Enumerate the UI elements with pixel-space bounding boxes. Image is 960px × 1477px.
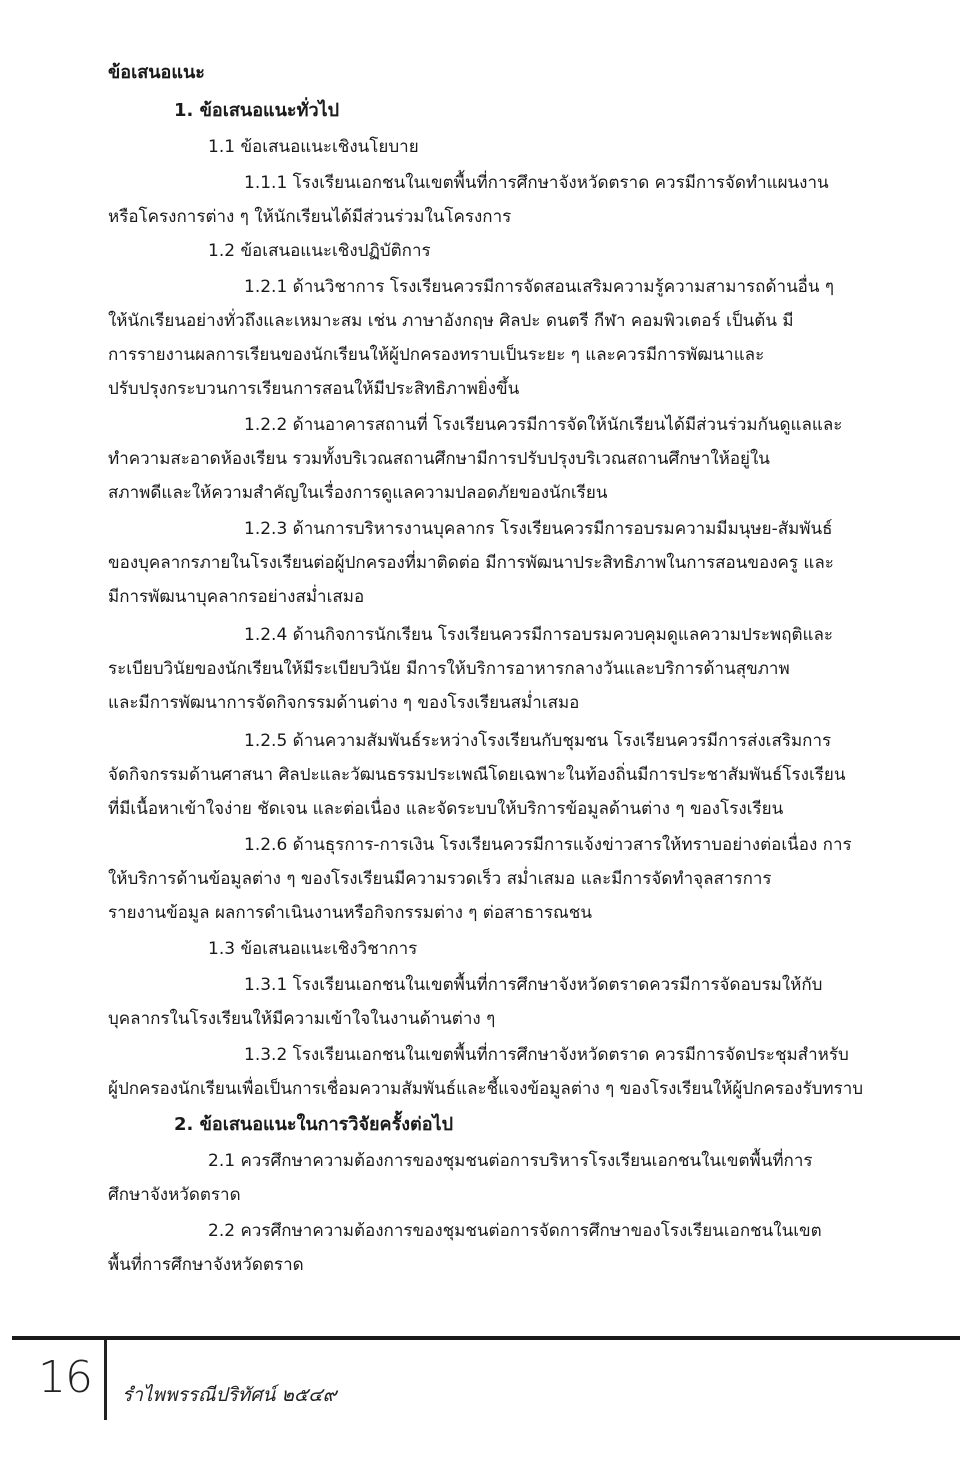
paragraph-1-1-1-line-2: หรือโครงการต่าง ๆ ให้นักเรียนได้มีส่วนร่วมในโครงการ [108, 207, 512, 227]
subsection-1-3-title: 1.3 ข้อเสนอแนะเชิงวิชาการ [208, 939, 418, 959]
paragraph-1-1-1-line-1: 1.1.1 โรงเรียนเอกชนในเขตพื้นที่การศึกษาจังหวัดตราด ควรมีการจัดทำแผนงาน [244, 173, 829, 193]
paragraph-1-3-2-line-2: ผู้ปกครองนักเรียนเพื่อเป็นการเชื่อมความสัมพันธ์และชี้แจงข้อมูลต่าง ๆ ของโรงเรียนให้ผู้ปกครองรับทราบ [108, 1079, 864, 1099]
paragraph-1-2-3-line-3: มีการพัฒนาบุคลากรอย่างสม่ำเสมอ [108, 587, 365, 607]
paragraph-1-3-2-line-1: 1.3.2 โรงเรียนเอกชนในเขตพื้นที่การศึกษาจังหวัดตราด ควรมีการจัดประชุมสำหรับ [244, 1045, 849, 1065]
paragraph-1-2-4-line-2: ระเบียบวินัยของนักเรียนให้มีระเบียบวินัย มีการให้บริการอาหารกลางวันและบริการด้านสุขภาพ [108, 659, 790, 679]
paragraph-1-2-2-line-1: 1.2.2 ด้านอาคารสถานที่ โรงเรียนควรมีการจัดให้นักเรียนได้มีส่วนร่วมกันดูแลและ [244, 415, 843, 435]
paragraph-1-2-1-line-1: 1.2.1 ด้านวิชาการ โรงเรียนควรมีการจัดสอนเสริมความรู้ความสามารถด้านอื่น ๆ [244, 277, 835, 297]
page-number: 16 [38, 1352, 92, 1403]
paragraph-1-3-1-line-2: บุคลากรในโรงเรียนให้มีความเข้าใจในงานด้านต่าง ๆ [108, 1009, 496, 1029]
paragraph-2-1-line-1: 2.1 ควรศึกษาความต้องการของชุมชนต่อการบริหารโรงเรียนเอกชนในเขตพื้นที่การ [208, 1151, 813, 1171]
paragraph-2-2-line-2: พื้นที่การศึกษาจังหวัดตราด [108, 1255, 304, 1275]
paragraph-1-2-6-line-3: รายงานข้อมูล ผลการดำเนินงานหรือกิจกรรมต่าง ๆ ต่อสาธารณชน [108, 903, 592, 923]
paragraph-1-2-4-line-1: 1.2.4 ด้านกิจการนักเรียน โรงเรียนควรมีการอบรมควบคุมดูแลความประพฤติและ [244, 625, 834, 645]
journal-title: รำไพพรรณีปริทัศน์ ๒๕๔๙ [122, 1384, 337, 1406]
paragraph-1-2-5-line-3: ที่มีเนื้อหาเข้าใจง่าย ชัดเจน และต่อเนื่อง และจัดระบบให้บริการข้อมูลด้านต่าง ๆ ของโรงเรียน [108, 799, 784, 819]
paragraph-1-2-6-line-2: ให้บริการด้านข้อมูลต่าง ๆ ของโรงเรียนมีความรวดเร็ว สม่ำเสมอ และมีการจัดทำจุลสารการ [108, 869, 772, 889]
subsection-2-title: 2. ข้อเสนอแนะในการวิจัยครั้งต่อไป [174, 1114, 454, 1135]
subsection-1-1-title: 1.1 ข้อเสนอแนะเชิงนโยบาย [208, 137, 419, 157]
subsection-1-2-title: 1.2 ข้อเสนอแนะเชิงปฏิบัติการ [208, 241, 431, 261]
subsection-1-title: 1. ข้อเสนอแนะทั่วไป [174, 100, 340, 121]
paragraph-1-2-2-line-2: ทำความสะอาดห้องเรียน รวมทั้งบริเวณสถานศึกษามีการปรับปรุงบริเวณสถานศึกษาให้อยู่ใน [108, 449, 770, 469]
section-heading: ข้อเสนอแนะ [108, 62, 205, 83]
paragraph-1-2-6-line-1: 1.2.6 ด้านธุรการ-การเงิน โรงเรียนควรมีการแจ้งข่าวสารให้ทราบอย่างต่อเนื่อง การ [244, 835, 852, 855]
paragraph-1-2-3-line-1: 1.2.3 ด้านการบริหารงานบุคลากร โรงเรียนควรมีการอบรมความมีมนุษย-สัมพันธ์ [244, 519, 833, 539]
paragraph-1-2-1-line-4: ปรับปรุงกระบวนการเรียนการสอนให้มีประสิทธิภาพยิ่งขึ้น [108, 379, 520, 399]
footer-rule [12, 1336, 960, 1340]
paragraph-1-2-2-line-3: สภาพดีและให้ความสำคัญในเรื่องการดูแลความปลอดภัยของนักเรียน [108, 483, 608, 503]
paragraph-1-3-1-line-1: 1.3.1 โรงเรียนเอกชนในเขตพื้นที่การศึกษาจังหวัดตราดควรมีการจัดอบรมให้กับ [244, 975, 823, 995]
paragraph-1-2-3-line-2: ของบุคลากรภายในโรงเรียนต่อผู้ปกครองที่มาติดต่อ มีการพัฒนาประสิทธิภาพในการสอนของครู และ [108, 553, 834, 573]
paragraph-1-2-5-line-2: จัดกิจกรรมด้านศาสนา ศิลปะและวัฒนธรรมประเพณีโดยเฉพาะในท้องถิ่นมีการประชาสัมพันธ์โรงเรียน [108, 765, 846, 785]
paragraph-1-2-1-line-2: ให้นักเรียนอย่างทั่วถึงและเหมาะสม เช่น ภาษาอังกฤษ ศิลปะ ดนตรี กีฬา คอมพิวเตอร์ เป็นต้น มี [108, 311, 794, 331]
footer-separator [104, 1340, 107, 1420]
paragraph-1-2-4-line-3: และมีการพัฒนาการจัดกิจกรรมด้านต่าง ๆ ของโรงเรียนสม่ำเสมอ [108, 693, 580, 713]
paragraph-1-2-5-line-1: 1.2.5 ด้านความสัมพันธ์ระหว่างโรงเรียนกับชุมชน โรงเรียนควรมีการส่งเสริมการ [244, 731, 832, 751]
paragraph-1-2-1-line-3: การรายงานผลการเรียนของนักเรียนให้ผู้ปกครองทราบเป็นระยะ ๆ และควรมีการพัฒนาและ [108, 345, 765, 365]
paragraph-2-2-line-1: 2.2 ควรศึกษาความต้องการของชุมชนต่อการจัดการศึกษาของโรงเรียนเอกชนในเขต [208, 1221, 822, 1241]
paragraph-2-1-line-2: ศึกษาจังหวัดตราด [108, 1185, 241, 1205]
